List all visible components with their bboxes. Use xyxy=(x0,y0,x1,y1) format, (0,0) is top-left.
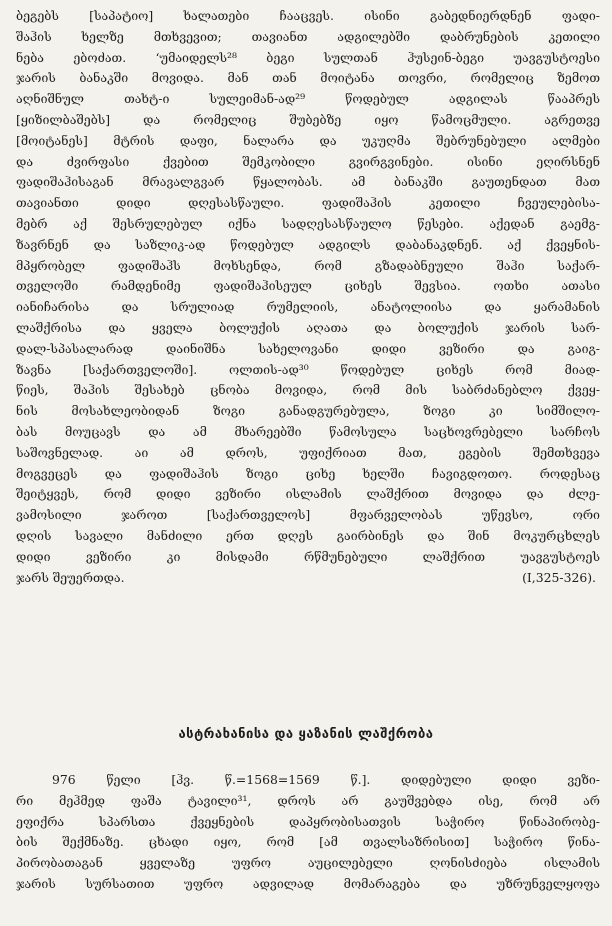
text-line: ბას მოუცავს და ამ მხარეებში წამოსულა საცხოვრებელი სარჩოს xyxy=(16,423,600,439)
text-line: ზავნა [საქართველოში]. ოლთის-ად³⁰ წოდებულ ციხეს რომ მიად- xyxy=(16,361,600,377)
text-line: ზავრნენ და საზლიკ-ად წოდებულ ადგილს დაბანაკდნენ. აქ ქვეყნის- xyxy=(16,236,600,252)
text-line: წიეს, შაჰის შესახებ ცნობა მოვიდა, რომ მის საბრძანებლო ქვეყ- xyxy=(16,382,600,398)
text-line: 976 წელი [ჰვ. წ.=1568=1569 წ.]. დიდებული დიდი ვეზი- xyxy=(52,772,600,787)
source-reference: (I,325-326). xyxy=(522,569,596,585)
text-line: პირობათაგან ყველაზე უფრო აუცილებელი ღონისძიება ისლამის xyxy=(16,855,600,871)
paragraph-1-last-line xyxy=(16,568,600,589)
text-line: იანიჩარისა და სრულიად რუმელიის, ანატოლიისა და ყარამანის xyxy=(16,299,600,315)
text-line: აღნიშნულ თახტ-ი სულეიმან-ად²⁹ წოდებულ ადგილას წააპრეს xyxy=(16,91,600,107)
text-line: ლაშქრისა და ყველა ბოლუქის აღათა და ბოლუქის ჯარის სარ- xyxy=(16,319,600,335)
text-line: ნის მოსახლეობიდან ზოგი განადგურებულა, ზოგი კი სიმშილო- xyxy=(16,403,600,419)
text-line: თველოში რამდენიმე ფადიშაჰისეულ ციხეს შევსია. ოთხი ათასი xyxy=(16,278,600,294)
text-line: ეფიქრა სპარსთა ქვეყნების დაპყრობისათვის საჭირო წინაპირობე- xyxy=(16,813,600,829)
text-line: ჯარის სურსათით უფრო ადვილად მომარაგება და უზრუნველყოფა xyxy=(16,875,600,891)
text-line: დღის სავალი მანძილი ერთ დღეს გაირბინეს და შინ მოკურცხლეს xyxy=(16,527,600,543)
text-line: ფადიშაჰისაგან მრავალგვარ წყალობას. ამ ბანაკში გაუთენდათ მათ xyxy=(16,174,600,190)
text-line: ვამოსილი ჯაროთ [საქართველოს] მფარველობას უწევსო, ორი xyxy=(16,507,600,523)
text-line: რი მეჰმედ ფაშა ტავილი³¹, დროს არ გაუშვებდა ისე, რომ არ xyxy=(16,792,600,808)
paragraph-2 xyxy=(16,770,600,895)
text-line: დიდი ვეზირი კი მისდამი რწმუნებული ლაშქრით უავგუსტოეს xyxy=(16,548,600,564)
document-page xyxy=(16,6,600,588)
text-line: მოგვეცეს და ფადიშაჰის ზოგი ციხე ხელში ჩავიგდოთო. როდესაც xyxy=(16,465,600,481)
text-line: დალ-სპასალარად დაინიშნა სახელოვანი დიდი ვეზირი და გაიგ- xyxy=(16,340,600,356)
text-line: [მოიტანეს] მტრის დაფი, ნალარა და უკუღმა შებრუნებული ალმები xyxy=(16,132,600,148)
text-line: ჯარის ბანაკში მოვიდა. მან თან მოიტანა თოვრი, რომელიც ზემოთ xyxy=(16,70,600,86)
text-line: ბის შექმნაზე. ცხადი იყო, რომ [ამ თვალსაზრისით] საჭირო წინა- xyxy=(16,834,600,850)
text-line: საშოვნელად. აი ამ დროს, უფიქრიათ მათ, ეგების შემთხვევა xyxy=(16,444,600,460)
text-line: შეიტყვეს, რომ დიდი ვეზირი ისლამის ლაშქრით მოვიდა და ძლე- xyxy=(16,486,600,502)
paragraph-1 xyxy=(16,6,600,568)
text-line: მპყრობელ ფადიშაჰს მოხსენდა, რომ გზადაბნეული შაჰი საქარ- xyxy=(16,257,600,273)
paragraph-1-last-text: ჯარს შეუერთდა. xyxy=(16,569,125,585)
text-line: [ყიზილბაშებს] და რომელიც შუბებზე იყო წამოცმული. აგრეთვე xyxy=(16,111,600,127)
text-line: მებრ აქ შესრულებულ იქნა სადღესასწაულო წესები. აქედან გაემგ- xyxy=(16,215,600,231)
text-line: თავიანთი დიდი დღესასწაული. ფადიშაჰის კეთილი ჩვეულებისა- xyxy=(16,195,600,211)
text-line: ნება ებოძათ. ‘უმაიდელს²⁸ ბეგი სულთან ჰუსეინ-ბეგი უავგუსტოესი xyxy=(16,49,600,65)
text-line: ბეგებს [საპატიო] ხალათები ჩააცვეს. ისინი გაბედნიერდნენ ფადი- xyxy=(16,8,600,23)
section-heading: ასტრახანისა და ყაზანის ლაშქრობა xyxy=(178,727,434,742)
text-line: და ძვირფასი ქვებით შემკობილი გვირგვინები. ისინი ეღირსნენ xyxy=(16,153,600,169)
text-line: შაჰის ხელზე მთხვევით; თავიანთ ადგილებში დაბრუნების კეთილი xyxy=(16,28,600,44)
